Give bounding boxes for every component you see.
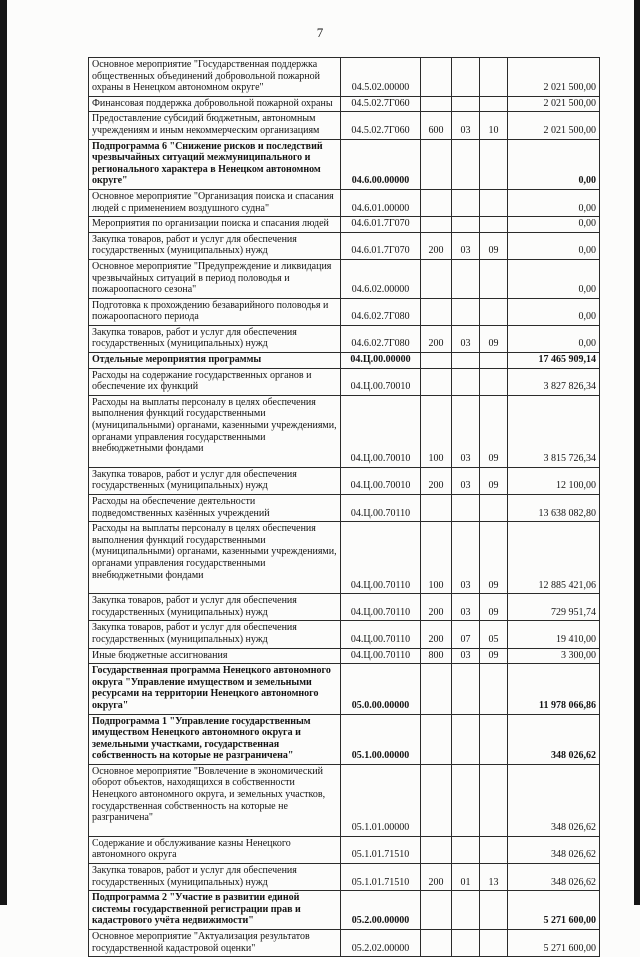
row-name: Мероприятия по организации поиска и спасания людей <box>89 217 341 233</box>
row-col5 <box>480 217 508 233</box>
row-amount: 2 021 500,00 <box>508 96 600 112</box>
row-col3 <box>421 139 452 189</box>
row-code: 05.1.01.71510 <box>341 864 421 891</box>
row-code: 04.6.01.7Г070 <box>341 217 421 233</box>
row-col3: 100 <box>421 395 452 467</box>
table-row <box>89 594 600 621</box>
table-row <box>89 621 600 648</box>
row-code: 05.1.00.00000 <box>341 714 421 764</box>
row-code: 05.2.00.00000 <box>341 891 421 930</box>
row-amount: 0,00 <box>508 325 600 352</box>
table-row <box>89 930 600 957</box>
row-code: 04.Ц.00.70110 <box>341 522 421 594</box>
page-number: 7 <box>316 25 324 40</box>
row-col3: 200 <box>421 232 452 259</box>
row-col3 <box>421 259 452 298</box>
row-amount: 12 885 421,06 <box>508 522 600 594</box>
row-col3: 800 <box>421 648 452 664</box>
row-amount: 19 410,00 <box>508 621 600 648</box>
row-name: Основное мероприятие "Организация поиска и спасания людей с применением воздушного судна" <box>89 189 341 216</box>
row-col5 <box>480 96 508 112</box>
row-code: 04.Ц.00.70010 <box>341 368 421 395</box>
row-name: Закупка товаров, работ и услуг для обеспечения государственных (муниципальных) нужд <box>89 467 341 494</box>
row-amount: 2 021 500,00 <box>508 112 600 139</box>
row-name: Закупка товаров, работ и услуг для обеспечения государственных (муниципальных) нужд <box>89 232 341 259</box>
row-amount: 12 100,00 <box>508 467 600 494</box>
row-amount: 0,00 <box>508 189 600 216</box>
row-code: 04.Ц.00.70010 <box>341 395 421 467</box>
row-name: Закупка товаров, работ и услуг для обеспечения государственных (муниципальных) нужд <box>89 594 341 621</box>
row-col5 <box>480 58 508 97</box>
row-amount: 5 271 600,00 <box>508 891 600 930</box>
row-col4: 03 <box>452 325 480 352</box>
row-name: Подготовка к прохождению безаварийного половодья и пожароопасного периода <box>89 298 341 325</box>
row-col5 <box>480 714 508 764</box>
row-col4 <box>452 930 480 957</box>
row-name: Расходы на обеспечение деятельности подведомственных казённых учреждений <box>89 495 341 522</box>
row-col5 <box>480 764 508 836</box>
row-col5: 10 <box>480 112 508 139</box>
row-col3 <box>421 189 452 216</box>
table-row <box>89 836 600 863</box>
row-col5: 09 <box>480 594 508 621</box>
table-row <box>89 189 600 216</box>
row-amount: 17 465 909,14 <box>508 353 600 369</box>
row-name: Закупка товаров, работ и услуг для обеспечения государственных (муниципальных) нужд <box>89 864 341 891</box>
row-col4 <box>452 764 480 836</box>
table-row <box>89 648 600 664</box>
table-row <box>89 58 600 97</box>
table-row <box>89 139 600 189</box>
row-code: 04.5.02.7Г060 <box>341 96 421 112</box>
row-col3 <box>421 664 452 714</box>
table-row <box>89 259 600 298</box>
row-col4 <box>452 259 480 298</box>
budget-table <box>88 57 600 957</box>
row-name: Основное мероприятие "Предупреждение и ликвидация чрезвычайных ситуаций в период половодья и пожароопасного сезона" <box>89 259 341 298</box>
row-amount: 348 026,62 <box>508 714 600 764</box>
row-amount: 3 815 726,34 <box>508 395 600 467</box>
table-row <box>89 112 600 139</box>
row-col3: 200 <box>421 621 452 648</box>
row-amount: 3 300,00 <box>508 648 600 664</box>
row-name: Основное мероприятие "Актуализация результатов государственной кадастровой оценки" <box>89 930 341 957</box>
table-row <box>89 232 600 259</box>
row-name: Закупка товаров, работ и услуг для обеспечения государственных (муниципальных) нужд <box>89 621 341 648</box>
row-col4 <box>452 836 480 863</box>
row-col3: 200 <box>421 325 452 352</box>
row-amount: 0,00 <box>508 259 600 298</box>
row-col5 <box>480 930 508 957</box>
row-code: 04.Ц.00.70110 <box>341 495 421 522</box>
row-code: 04.Ц.00.70110 <box>341 621 421 648</box>
row-name: Государственная программа Ненецкого автономного округа "Управление имуществом и земельными ресурсами на территории Ненецкого автономного округа" <box>89 664 341 714</box>
row-name: Содержание и обслуживание казны Ненецкого автономного округа <box>89 836 341 863</box>
row-amount: 2 021 500,00 <box>508 58 600 97</box>
row-col3 <box>421 96 452 112</box>
table-row <box>89 495 600 522</box>
row-col3 <box>421 764 452 836</box>
row-col4: 03 <box>452 112 480 139</box>
row-code: 04.6.02.00000 <box>341 259 421 298</box>
row-col3 <box>421 930 452 957</box>
row-code: 04.6.02.7Г080 <box>341 325 421 352</box>
row-amount: 729 951,74 <box>508 594 600 621</box>
row-amount: 0,00 <box>508 217 600 233</box>
row-col4 <box>452 189 480 216</box>
row-col4 <box>452 217 480 233</box>
row-col3: 100 <box>421 522 452 594</box>
row-amount: 11 978 066,86 <box>508 664 600 714</box>
row-col5 <box>480 836 508 863</box>
row-col5 <box>480 891 508 930</box>
row-col5: 05 <box>480 621 508 648</box>
row-name: Подпрограмма 6 "Снижение рисков и последствий чрезвычайных ситуаций межмуниципального и регионального характера в Ненецком автономном округе" <box>89 139 341 189</box>
row-col3 <box>421 353 452 369</box>
row-col5 <box>480 495 508 522</box>
row-col3: 200 <box>421 467 452 494</box>
row-col3 <box>421 891 452 930</box>
row-col3: 200 <box>421 594 452 621</box>
row-col4 <box>452 58 480 97</box>
row-col4 <box>452 139 480 189</box>
row-col3 <box>421 58 452 97</box>
row-code: 04.6.01.00000 <box>341 189 421 216</box>
row-col4 <box>452 368 480 395</box>
row-code: 04.Ц.00.70110 <box>341 648 421 664</box>
table-row <box>89 395 600 467</box>
row-col4 <box>452 891 480 930</box>
row-col4: 01 <box>452 864 480 891</box>
row-col3 <box>421 714 452 764</box>
table-row <box>89 864 600 891</box>
table-row <box>89 522 600 594</box>
row-name: Финансовая поддержка добровольной пожарной охраны <box>89 96 341 112</box>
row-col4: 03 <box>452 522 480 594</box>
table-row <box>89 217 600 233</box>
row-code: 04.6.00.00000 <box>341 139 421 189</box>
scan-edge-left <box>0 0 7 905</box>
row-name: Предоставление субсидий бюджетным, автономным учреждениям и иным некоммерческим организациям <box>89 112 341 139</box>
row-name: Подпрограмма 1 "Управление государственным имуществом Ненецкого автономного округа и земельными участками, государственная собственность на которые не разграничена" <box>89 714 341 764</box>
row-col5: 09 <box>480 522 508 594</box>
row-col4: 03 <box>452 594 480 621</box>
row-amount: 0,00 <box>508 139 600 189</box>
row-col3: 600 <box>421 112 452 139</box>
row-name: Закупка товаров, работ и услуг для обеспечения государственных (муниципальных) нужд <box>89 325 341 352</box>
row-name: Расходы на выплаты персоналу в целях обеспечения выполнения функций государственными (муниципальными) органами, казенными учреждениями, органами управления государственными внебюджетными фондами <box>89 395 341 467</box>
row-code: 04.Ц.00.70010 <box>341 467 421 494</box>
row-col4 <box>452 495 480 522</box>
row-col3 <box>421 836 452 863</box>
table-row <box>89 298 600 325</box>
row-col5 <box>480 139 508 189</box>
row-col4 <box>452 714 480 764</box>
row-col4 <box>452 96 480 112</box>
row-amount: 0,00 <box>508 232 600 259</box>
table-row <box>89 325 600 352</box>
row-col4: 07 <box>452 621 480 648</box>
row-code: 04.Ц.00.00000 <box>341 353 421 369</box>
row-code: 05.1.01.71510 <box>341 836 421 863</box>
row-amount: 348 026,62 <box>508 764 600 836</box>
row-col5: 09 <box>480 648 508 664</box>
row-col5 <box>480 664 508 714</box>
row-col4 <box>452 353 480 369</box>
row-code: 05.2.02.00000 <box>341 930 421 957</box>
row-amount: 0,00 <box>508 298 600 325</box>
row-col5 <box>480 259 508 298</box>
table-row <box>89 467 600 494</box>
row-col5: 09 <box>480 325 508 352</box>
row-col4: 03 <box>452 648 480 664</box>
row-col4: 03 <box>452 467 480 494</box>
row-col4 <box>452 664 480 714</box>
row-amount: 348 026,62 <box>508 864 600 891</box>
row-name: Расходы на содержание государственных органов и обеспечение их функций <box>89 368 341 395</box>
scan-edge-right <box>634 0 640 905</box>
row-name: Отдельные мероприятия программы <box>89 353 341 369</box>
row-name: Основное мероприятие "Вовлечение в экономический оборот объектов, находящихся в собственности Ненецкого автономного округа, и земельных участков, государственная собственность на которые не разграничена" <box>89 764 341 836</box>
row-name: Расходы на выплаты персоналу в целях обеспечения выполнения функций государственными (муниципальными) органами, казенными учреждениями, органами управления государственными внебюджетными фондами <box>89 522 341 594</box>
row-code: 04.6.01.7Г070 <box>341 232 421 259</box>
row-col3 <box>421 298 452 325</box>
table-row <box>89 714 600 764</box>
table-row <box>89 664 600 714</box>
row-col5: 09 <box>480 467 508 494</box>
row-amount: 3 827 826,34 <box>508 368 600 395</box>
row-code: 05.1.01.00000 <box>341 764 421 836</box>
row-col4: 03 <box>452 232 480 259</box>
row-code: 04.Ц.00.70110 <box>341 594 421 621</box>
row-amount: 5 271 600,00 <box>508 930 600 957</box>
table-row <box>89 353 600 369</box>
row-code: 05.0.00.00000 <box>341 664 421 714</box>
table-row <box>89 891 600 930</box>
row-col5 <box>480 189 508 216</box>
row-col3 <box>421 368 452 395</box>
row-name: Подпрограмма 2 "Участие в развитии единой системы государственной регистрации прав и кадастрового учёта недвижимости" <box>89 891 341 930</box>
row-col4 <box>452 298 480 325</box>
row-col5: 13 <box>480 864 508 891</box>
row-code: 04.6.02.7Г080 <box>341 298 421 325</box>
row-col4: 03 <box>452 395 480 467</box>
row-col5 <box>480 298 508 325</box>
table-row <box>89 96 600 112</box>
row-col5: 09 <box>480 232 508 259</box>
row-col3: 200 <box>421 864 452 891</box>
row-name: Основное мероприятие "Государственная поддержка общественных объединений добровольной пожарной охраны в Ненецком автономном округе" <box>89 58 341 97</box>
row-amount: 348 026,62 <box>508 836 600 863</box>
row-col3 <box>421 217 452 233</box>
table-row <box>89 368 600 395</box>
row-col3 <box>421 495 452 522</box>
row-col5: 09 <box>480 395 508 467</box>
row-name: Иные бюджетные ассигнования <box>89 648 341 664</box>
table-row <box>89 764 600 836</box>
row-col5 <box>480 368 508 395</box>
row-col5 <box>480 353 508 369</box>
row-code: 04.5.02.00000 <box>341 58 421 97</box>
row-amount: 13 638 082,80 <box>508 495 600 522</box>
row-code: 04.5.02.7Г060 <box>341 112 421 139</box>
